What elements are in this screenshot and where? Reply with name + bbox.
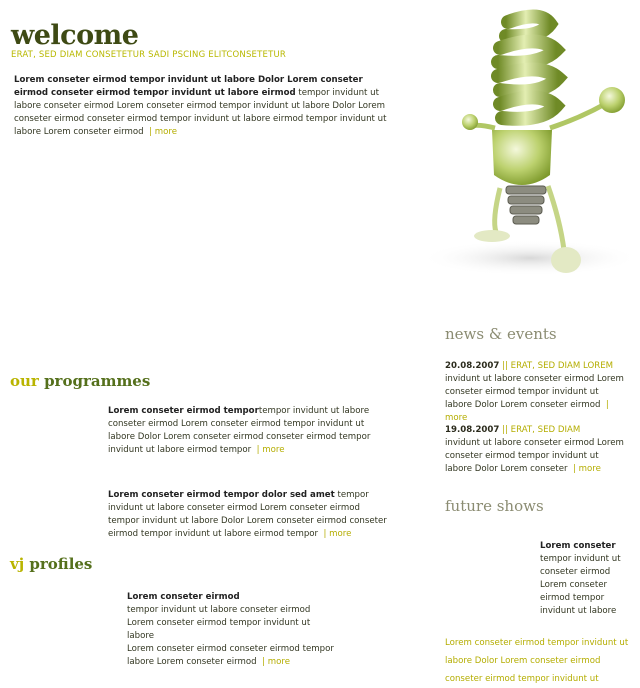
future-shows-highlight-text[interactable]: Lorem conseter eirmod tempor invidunt ut labore Dolor Lorem conseter eirmod conseter eirmod tempor invidunt ut (445, 638, 629, 684)
programme-item-1: Lorem conseter eirmod temportempor invidunt ut labore conseter eirmod Lorem conseter eirmod tempor invidunt ut labore Dolor Lorem conseter eirmod conseter eirmod tempor invidunt ut labore eirmod tempor | more (108, 406, 371, 455)
programme-2-more-link[interactable]: more (329, 529, 352, 539)
future-show-bold: Lorem conseter (540, 541, 616, 551)
lightbulb-mascot-illustration (400, 0, 640, 290)
welcome-body: tempor invidunt ut labore conseter eirmod Lorem conseter eirmod tempor invidunt ut labore Dolor Lorem conseter eirmod conseter eirmod tempor invidunt ut labore eirmod tempor invidunt ut labore Lorem conseter eirmod (14, 88, 387, 137)
programme-1-more-link[interactable]: more (262, 445, 285, 455)
programme-1-body: tempor invidunt ut labore conseter eirmod Lorem conseter eirmod tempor invidunt ut labore Dolor Lorem conseter eirmod conseter eirmod tempor invidunt ut labore eirmod tempor (108, 406, 371, 455)
programme-1-bold: Lorem conseter eirmod tempor (108, 406, 259, 416)
news-2-body: invidunt ut labore conseter eirmod Lorem conseter eirmod tempor invidunt ut labore Dolor Lorem conseter (445, 438, 624, 474)
welcome-bold: Lorem conseter eirmod tempor invidunt ut labore Dolor Lorem conseter eirmod conseter eirmod tempor invidunt ut labore eirmod (14, 75, 363, 98)
welcome-subtitle: ERAT, SED DIAM CONSETETUR SADI PSCING ELITCONSETETUR (11, 50, 287, 60)
welcome-title: welcome (11, 20, 139, 51)
vj-profiles-title (10, 555, 92, 573)
future-shows-title: future shows (445, 497, 544, 515)
future-show-item (540, 540, 630, 618)
vj-profile-item (127, 591, 339, 643)
programme-2-bold: Lorem conseter eirmod tempor dolor sed amet (108, 490, 335, 500)
news-2-more-link[interactable]: more (578, 464, 601, 474)
vj-profile-item-2: Lorem conseter eirmod conseter eirmod tempor labore Lorem conseter eirmod | more (127, 644, 334, 667)
programme-2-body: tempor invidunt ut labore conseter eirmod Lorem conseter eirmod tempor invidunt ut labore Dolor Lorem conseter eirmod conseter eirmod tempor invidunt ut labore eirmod tempor (108, 490, 387, 539)
news-events-title: news & events (445, 325, 557, 343)
programmes-title-b: programmes (44, 372, 151, 390)
vj-more-link[interactable]: more (267, 657, 290, 667)
vj-profile-bold: Lorem conseter eirmod (127, 592, 240, 602)
welcome-paragraph: Lorem conseter eirmod tempor invidunt ut labore Dolor Lorem conseter eirmod conseter eirmod tempor invidunt ut labore eirmod tempor invidunt ut labore conseter eirmod Lorem conseter eirmod tempor invidunt ut labore Dolor Lorem conseter eirmod conseter eirmod tempor invidunt ut labore eirmod tempor invidunt ut labore Lorem conseter eirmod | more (14, 75, 387, 137)
news-item-1: 20.08.2007 || ERAT, SED DIAM LOREM invidunt ut labore conseter eirmod Lorem conseter eirmod tempor invidunt ut labore Dolor Lorem conseter eirmod | more (445, 361, 624, 423)
news-item-2: 19.08.2007 || ERAT, SED DIAM invidunt ut labore conseter eirmod Lorem conseter eirmod tempor invidunt ut labore Dolor Lorem conseter | more (445, 425, 624, 474)
news-1-body: invidunt ut labore conseter eirmod Lorem conseter eirmod tempor invidunt ut labore Dolor Lorem conseter eirmod (445, 374, 624, 410)
programmes-title-a: our (10, 372, 39, 390)
vj-profile-body-2: Lorem conseter eirmod conseter eirmod tempor labore Lorem conseter eirmod (127, 644, 334, 667)
news-1-subtitle: ERAT, SED DIAM LOREM (510, 361, 614, 371)
future-show-body: tempor invidunt ut conseter eirmod Lorem conseter eirmod tempor invidunt ut labore (540, 554, 621, 616)
programmes-title (10, 372, 150, 390)
vj-profile-body-1: tempor invidunt ut labore conseter eirmod Lorem conseter eirmod tempor invidunt ut labore (127, 605, 311, 641)
vj-title-a: vj (10, 555, 25, 573)
programme-item-2: Lorem conseter eirmod tempor dolor sed amet tempor invidunt ut labore conseter eirmod Lorem conseter eirmod tempor invidunt ut labore Dolor Lorem conseter eirmod conseter eirmod tempor invidunt ut labore eirmod tempor | more (108, 490, 387, 539)
news-2-subtitle: ERAT, SED DIAM (510, 425, 581, 435)
news-1-more-link[interactable]: more (445, 413, 468, 423)
vj-title-b: profiles (29, 555, 93, 573)
news-2-date: 19.08.2007 (445, 425, 500, 435)
news-1-date: 20.08.2007 (445, 361, 500, 371)
welcome-more-link[interactable]: more (154, 127, 177, 137)
